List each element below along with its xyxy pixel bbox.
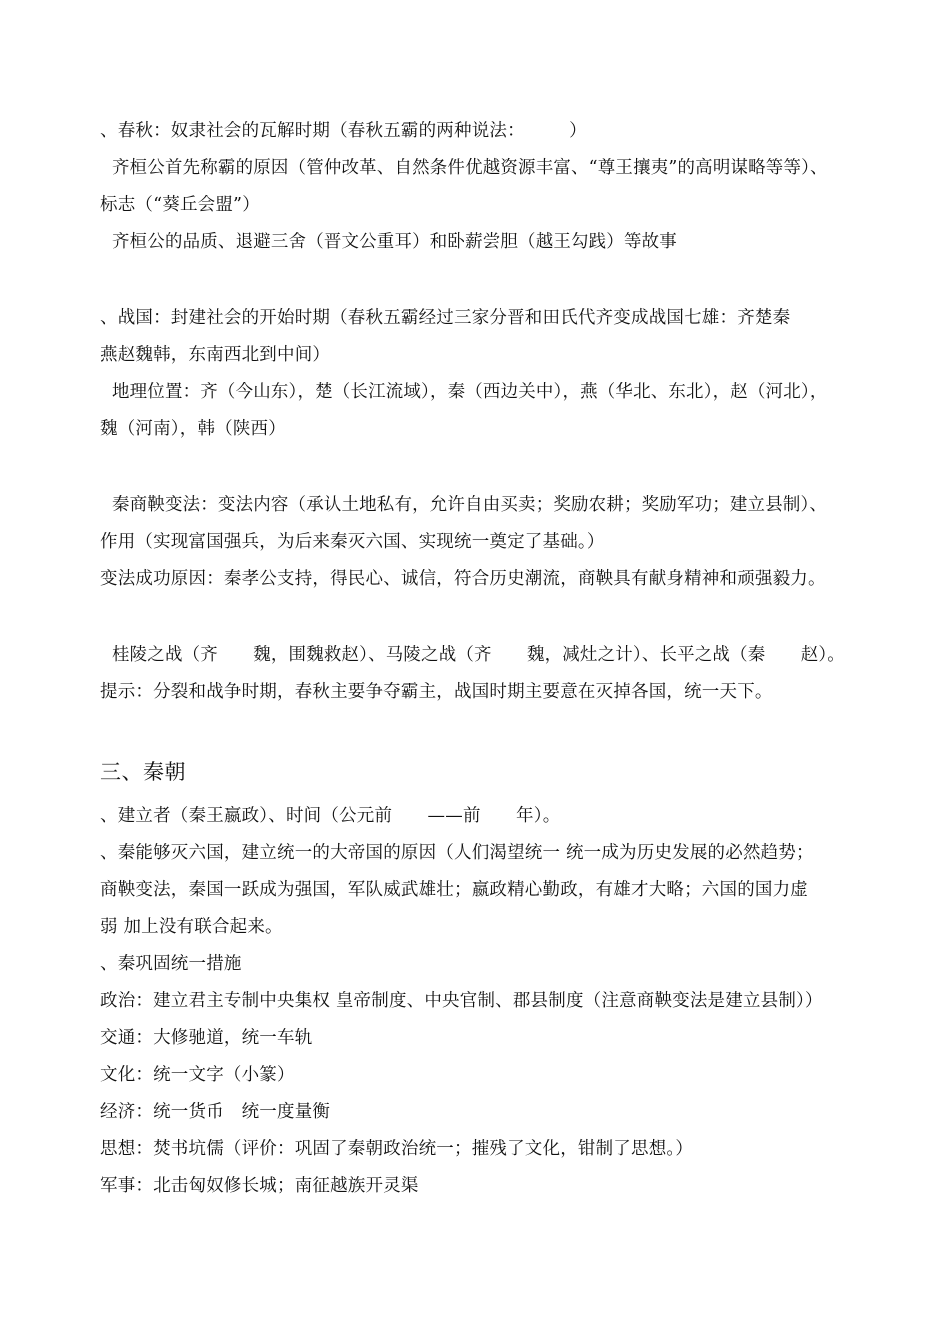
spring-autumn-title: 、春秋：奴隶社会的瓦解时期（春秋五霸的两种说法： ） — [100, 121, 587, 141]
shang-yang-success: 变法成功原因：秦孝公支持，得民心、诚信，符合历史潮流，商鞅具有献身精神和顽强毅力。 — [100, 569, 826, 589]
warring-states-title: 、战国：封建社会的开始时期（春秋五霸经过三家分晋和田氏代齐变成战国七雄：齐楚秦 — [100, 308, 791, 328]
hint-line: 提示：分裂和战争时期，春秋主要争夺霸主，战国时期主要意在灭掉各国，统一天下。 — [100, 682, 773, 702]
qi-huan-sign: 标志（“葵丘会盟”） — [100, 195, 260, 215]
stories-line: 齐桓公的品质、退避三舍（晋文公重耳）和卧薪尝胆（越王勾践）等故事 — [112, 232, 677, 252]
qin-reason-2: 商鞅变法，秦国一跃成为强国，军队威武雄壮；嬴政精心勤政，有雄才大略；六国的国力虚 — [100, 880, 808, 900]
shang-yang-content: 秦商鞅变法：变法内容（承认土地私有，允许自由买卖；奖励农耕；奖励军功；建立县制）、 — [112, 495, 828, 515]
geography-line-2: 魏（河南），韩（陕西） — [100, 419, 286, 439]
geography-line: 地理位置：齐（今山东），楚（长江流域），秦（西边关中），燕（华北、东北），赵（河北）， — [112, 382, 828, 402]
shang-yang-effect: 作用（实现富国强兵，为后来秦灭六国、实现统一奠定了基础。） — [100, 532, 605, 552]
qin-measures-title: 、秦巩固统一措施 — [100, 954, 242, 974]
measure-military: 军事：北击匈奴修长城；南征越族开灵渠 — [100, 1176, 419, 1196]
qin-reason: 、秦能够灭六国，建立统一的大帝国的原因（人们渴望统一 统一成为历史发展的必然趋势； — [100, 843, 814, 863]
qin-reason-3: 弱 加上没有联合起来。 — [100, 917, 283, 937]
battles-line: 桂陵之战（齐 魏，围魏救赵）、马陵之战（齐 魏，减灶之计）、长平之战（秦 赵）。 — [112, 645, 845, 665]
measure-culture: 文化：统一文字（小篆） — [100, 1065, 295, 1085]
qin-founder: 、建立者（秦王嬴政）、时间（公元前 ——前 年）。 — [100, 806, 561, 826]
measure-transport: 交通：大修驰道，统一车轨 — [100, 1028, 313, 1048]
seven-states-line: 燕赵魏韩，东南西北到中间） — [100, 345, 331, 365]
section-heading-qin: 三、秦朝 — [100, 760, 186, 784]
measure-economy: 经济：统一货币 统一度量衡 — [100, 1102, 331, 1122]
qi-huan-reason: 齐桓公首先称霸的原因（管仲改革、自然条件优越资源丰富、“尊王攘夷”的高明谋略等等）、 — [112, 158, 828, 178]
measure-thought: 思想：焚书坑儒（评价：巩固了秦朝政治统一；摧残了文化，钳制了思想。） — [100, 1139, 694, 1159]
measure-politics: 政治：建立君主专制中央集权 皇帝制度、中央官制、郡县制度（注意商鞅变法是建立县制）） — [100, 991, 823, 1011]
